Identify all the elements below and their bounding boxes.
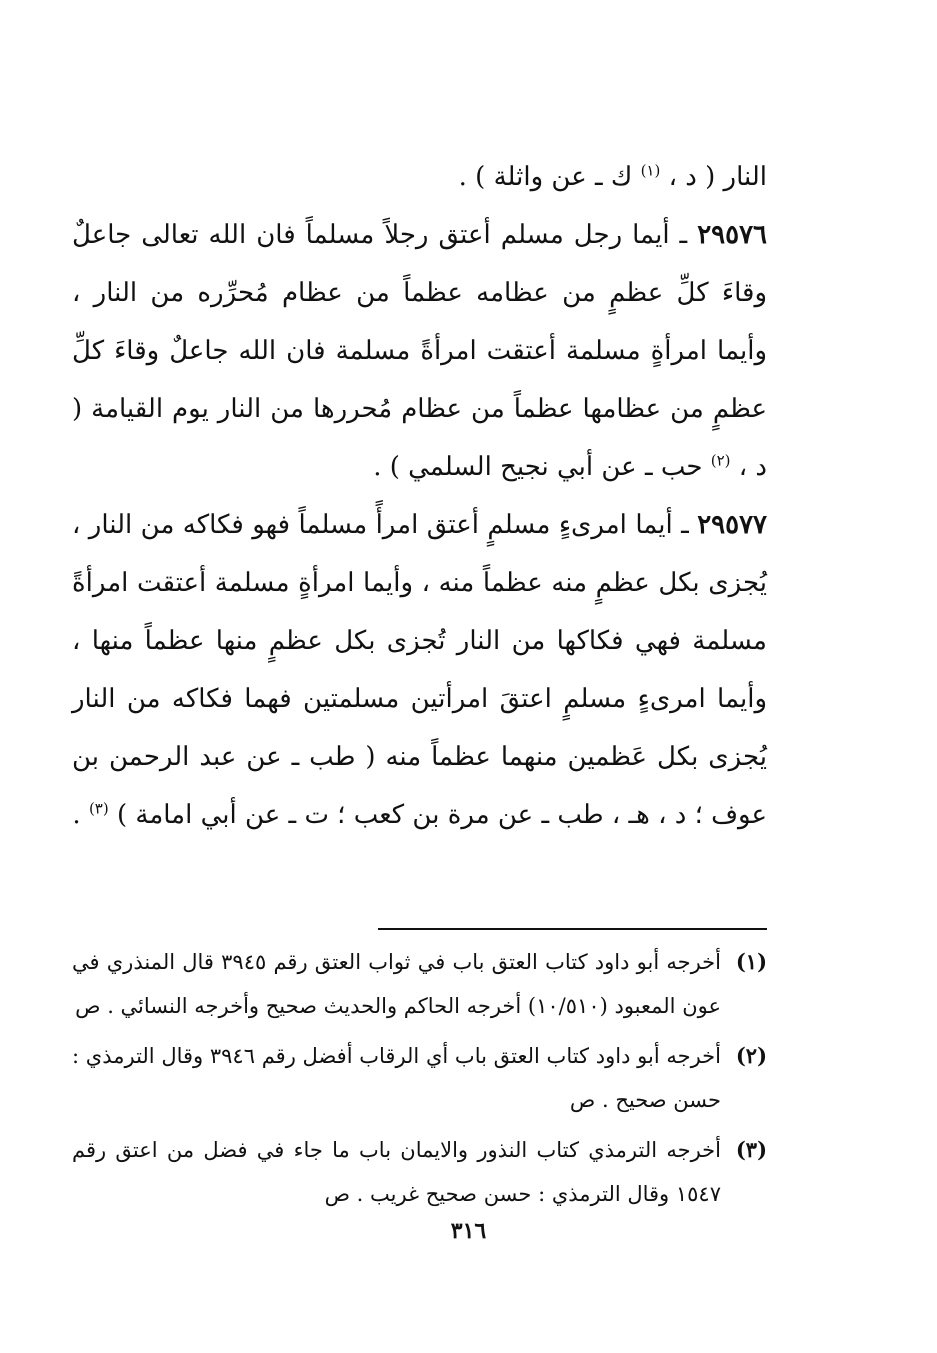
footnotes — [72, 940, 767, 1222]
hadith-paragraph — [72, 496, 767, 844]
hadith-text-tail: . — [72, 800, 81, 830]
footnote — [72, 1128, 767, 1216]
footnote-text: أخرجه أبو داود كتاب العتق باب أي الرقاب أفضل رقم ٣٩٤٦ وقال الترمذي : حسن صحيح . ص — [72, 1044, 721, 1112]
paragraph-text: النار ( د ، — [668, 162, 767, 192]
hadith-text: ـ أيما رجل مسلم أعتق رجلاً مسلماً فان الله تعالى جاعلٌ وقاءَ كلِّ عظمٍ من عظامه عظماً من عظام مُحرِّره من النار ، وأيما امرأةٍ مسلمة أعتقت امرأةً مسلمة فان الله جاعلٌ وقاءَ كلِّ عظمٍ من عظامها عظماً من عظام مُحررها من النار يوم القيامة ( د ، — [72, 220, 767, 482]
footnote-divider — [378, 928, 767, 930]
hadith-number: ٢٩٥٧٦ — [697, 220, 768, 250]
footnote-number: (٣) — [735, 1137, 767, 1162]
paragraph-text-tail: ك ـ عن واثلة ) . — [458, 162, 633, 192]
footnote-ref: (٢) — [710, 451, 731, 470]
paragraph-continuation — [72, 148, 767, 206]
footnote-ref: (٣) — [88, 799, 109, 818]
page-number: ٣١٦ — [450, 1218, 487, 1244]
hadith-paragraph — [72, 206, 767, 496]
footnote-number: (٢) — [735, 1043, 767, 1068]
footnote-text: أخرجه أبو داود كتاب العتق باب في ثواب العتق رقم ٣٩٤٥ قال المنذري في عون المعبود (١٠/٥١٠) أخرجه الحاكم والحديث صحيح وأخرجه النسائي . ص — [72, 950, 721, 1018]
footnote-number: (١) — [735, 949, 767, 974]
footnote — [72, 940, 767, 1028]
hadith-text: ـ أيما امرىءٍ مسلمٍ أعتق امرأً مسلماً فهو فكاكه من النار ، يُجزى بكل عظمٍ منه عظماً منه ، وأيما امرأةٍ مسلمة أعتقت امرأةً مسلمة فهي فكاكها من النار تُجزى بكل عظمٍ منها عظماً منها ، وأيما امرىءٍ مسلمٍ اعتقَ امرأتين مسلمتين فهما فكاكه من النار يُجزى بكل عَظمين منهما عظماً منه ( طب ـ عن عبد الرحمن بن عوف ؛ د ، هـ ، طب ـ عن مرة بن كعب ؛ ت ـ عن أبي امامة ) — [72, 510, 767, 830]
main-text — [72, 148, 767, 844]
hadith-number: ٢٩٥٧٧ — [697, 510, 768, 540]
footnote — [72, 1034, 767, 1122]
hadith-text-tail: حب ـ عن أبي نجيح السلمي ) . — [373, 452, 703, 482]
footnote-ref: (١) — [640, 161, 661, 180]
footnote-text: أخرجه الترمذي كتاب النذور والايمان باب ما جاء في فضل من اعتق رقم ١٥٤٧ وقال الترمذي : حسن صحيح غريب . ص — [72, 1138, 721, 1206]
